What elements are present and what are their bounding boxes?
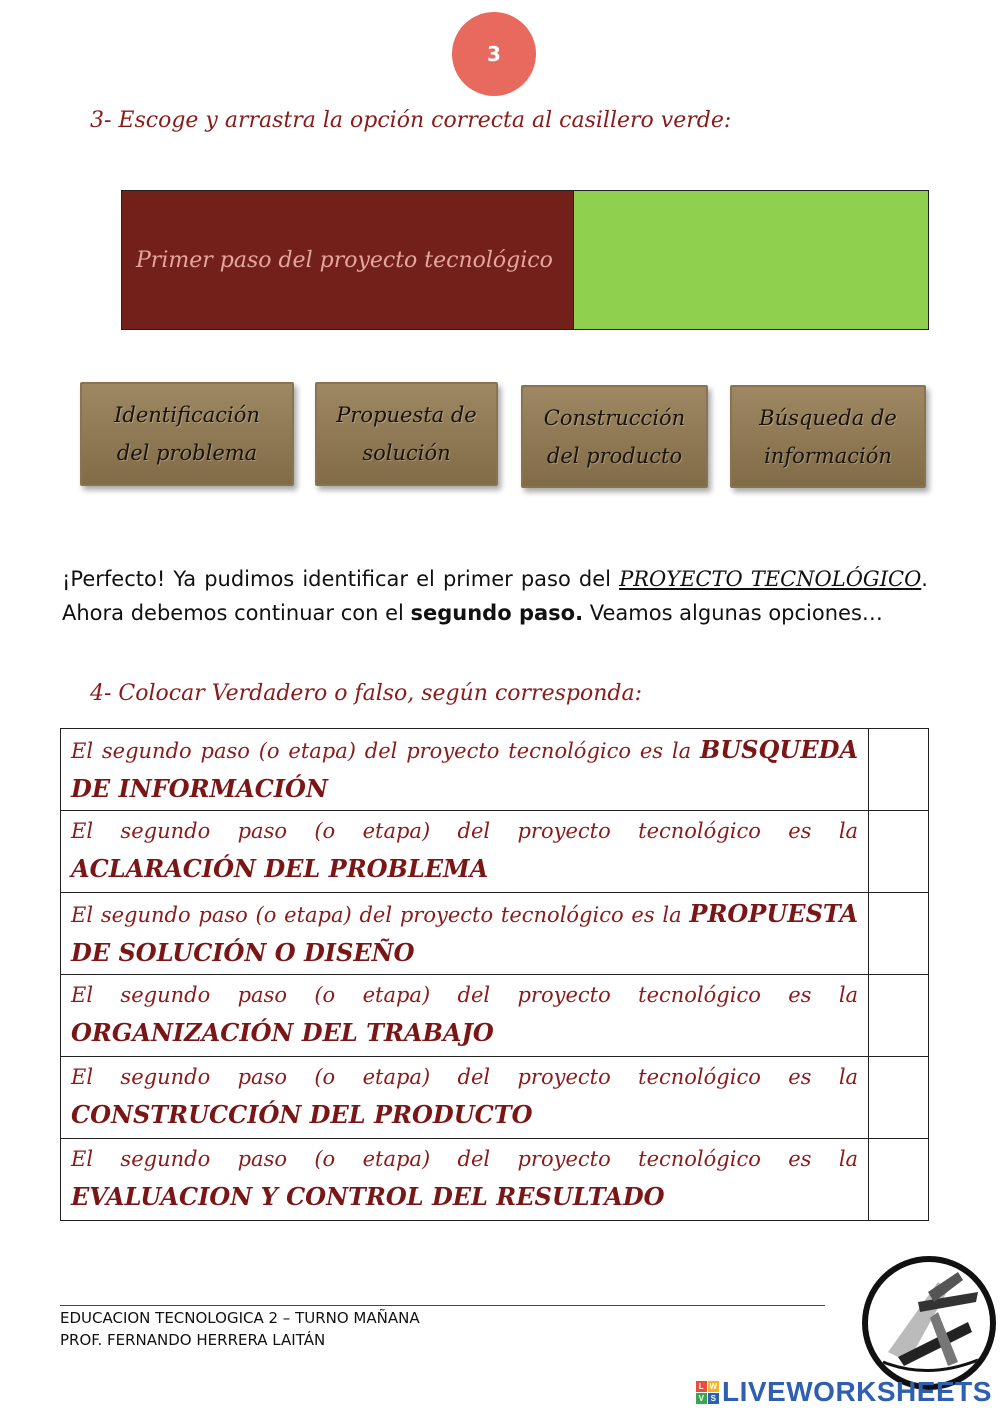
footer-course: EDUCACION TECNOLOGICA 2 – TURNO MAÑANA <box>60 1309 420 1327</box>
paragraph-text: Veamos algunas opciones… <box>583 601 883 625</box>
statement-cell <box>61 893 869 975</box>
statement-cell <box>61 729 869 811</box>
option-propuesta[interactable] <box>315 382 498 486</box>
drop-label: Primer paso del proyecto tecnológico <box>122 191 573 329</box>
statement-lead: El segundo paso (o etapa) del proyecto tecnológico es la <box>71 903 690 927</box>
school-logo-icon <box>862 1256 996 1390</box>
answer-cell[interactable] <box>869 893 929 975</box>
mark-cell: S <box>708 1393 719 1404</box>
answer-cell[interactable] <box>869 1139 929 1221</box>
q4-instruction: 4- Colocar Verdadero o falso, según corresponda: <box>90 681 642 706</box>
intro-paragraph <box>62 562 928 630</box>
option-busqueda[interactable] <box>730 385 926 488</box>
answer-cell[interactable] <box>869 729 929 811</box>
liveworksheets-name: LIVEWORKSHEETS <box>722 1376 992 1407</box>
statement-lead: El segundo paso (o etapa) del proyecto tecnológico es la <box>71 1147 859 1171</box>
paragraph-text: . Ahora debemos continuar con el <box>62 567 928 625</box>
table-row <box>61 729 929 811</box>
option-line: información <box>764 443 892 468</box>
option-line: del problema <box>116 441 258 465</box>
statement-key: CONSTRUCCIÓN DEL PRODUCTO <box>71 1100 533 1129</box>
statement-lead: El segundo paso (o etapa) del proyecto tecnológico es la <box>71 1065 859 1089</box>
statement-lead: El segundo paso (o etapa) del proyecto tecnológico es la <box>71 983 859 1007</box>
statement-cell <box>61 1139 869 1221</box>
statement-lead: El segundo paso (o etapa) del proyecto tecnológico es la <box>71 739 700 763</box>
option-line: Propuesta de <box>336 403 477 427</box>
statement-key: ACLARACIÓN DEL PROBLEMA <box>71 854 489 883</box>
mark-cell: V <box>696 1393 707 1404</box>
statement-key: PROPUESTA DE SOLUCIÓN O DISEÑO <box>71 899 859 967</box>
paragraph-bold: segundo paso. <box>410 601 584 625</box>
liveworksheets-logo <box>696 1376 992 1408</box>
statement-key: BUSQUEDA DE INFORMACIÓN <box>71 735 859 803</box>
option-identificacion[interactable] <box>80 382 294 486</box>
option-line: Construcción <box>543 405 686 430</box>
option-line: del producto <box>546 443 683 468</box>
drop-target[interactable] <box>573 191 928 329</box>
statement-key: EVALUACION Y CONTROL DEL RESULTADO <box>71 1182 665 1211</box>
footer-divider <box>60 1305 825 1306</box>
table-row <box>61 893 929 975</box>
footer-teacher: PROF. FERNANDO HERRERA LAITÁN <box>60 1331 326 1349</box>
page-number-badge: 3 <box>452 12 536 96</box>
mark-cell: W <box>709 1381 718 1391</box>
option-line: Identificación <box>114 403 260 427</box>
statement-cell <box>61 811 869 893</box>
table-row <box>61 1139 929 1221</box>
true-false-table <box>60 728 929 1221</box>
table-row <box>61 975 929 1057</box>
answer-cell[interactable] <box>869 811 929 893</box>
option-construccion[interactable] <box>521 385 708 488</box>
paragraph-emphasis: PROYECTO TECNOLÓGICO <box>619 567 922 591</box>
paragraph-text: ¡Perfecto! Ya pudimos identificar el primer paso del <box>62 567 620 591</box>
answer-cell[interactable] <box>869 975 929 1057</box>
option-line: Búsqueda de <box>759 405 897 430</box>
mark-cell: L <box>696 1381 707 1392</box>
statement-lead: El segundo paso (o etapa) del proyecto tecnológico es la <box>71 819 859 843</box>
option-line: solución <box>362 441 451 465</box>
drop-zone-row <box>121 190 929 330</box>
table-row <box>61 811 929 893</box>
statement-cell <box>61 1057 869 1139</box>
answer-cell[interactable] <box>869 1057 929 1139</box>
statement-key: ORGANIZACIÓN DEL TRABAJO <box>71 1018 494 1047</box>
liveworksheets-mark-icon <box>696 1381 719 1404</box>
table-row <box>61 1057 929 1139</box>
statement-cell <box>61 975 869 1057</box>
q3-instruction: 3- Escoge y arrastra la opción correcta al casillero verde: <box>90 108 732 133</box>
